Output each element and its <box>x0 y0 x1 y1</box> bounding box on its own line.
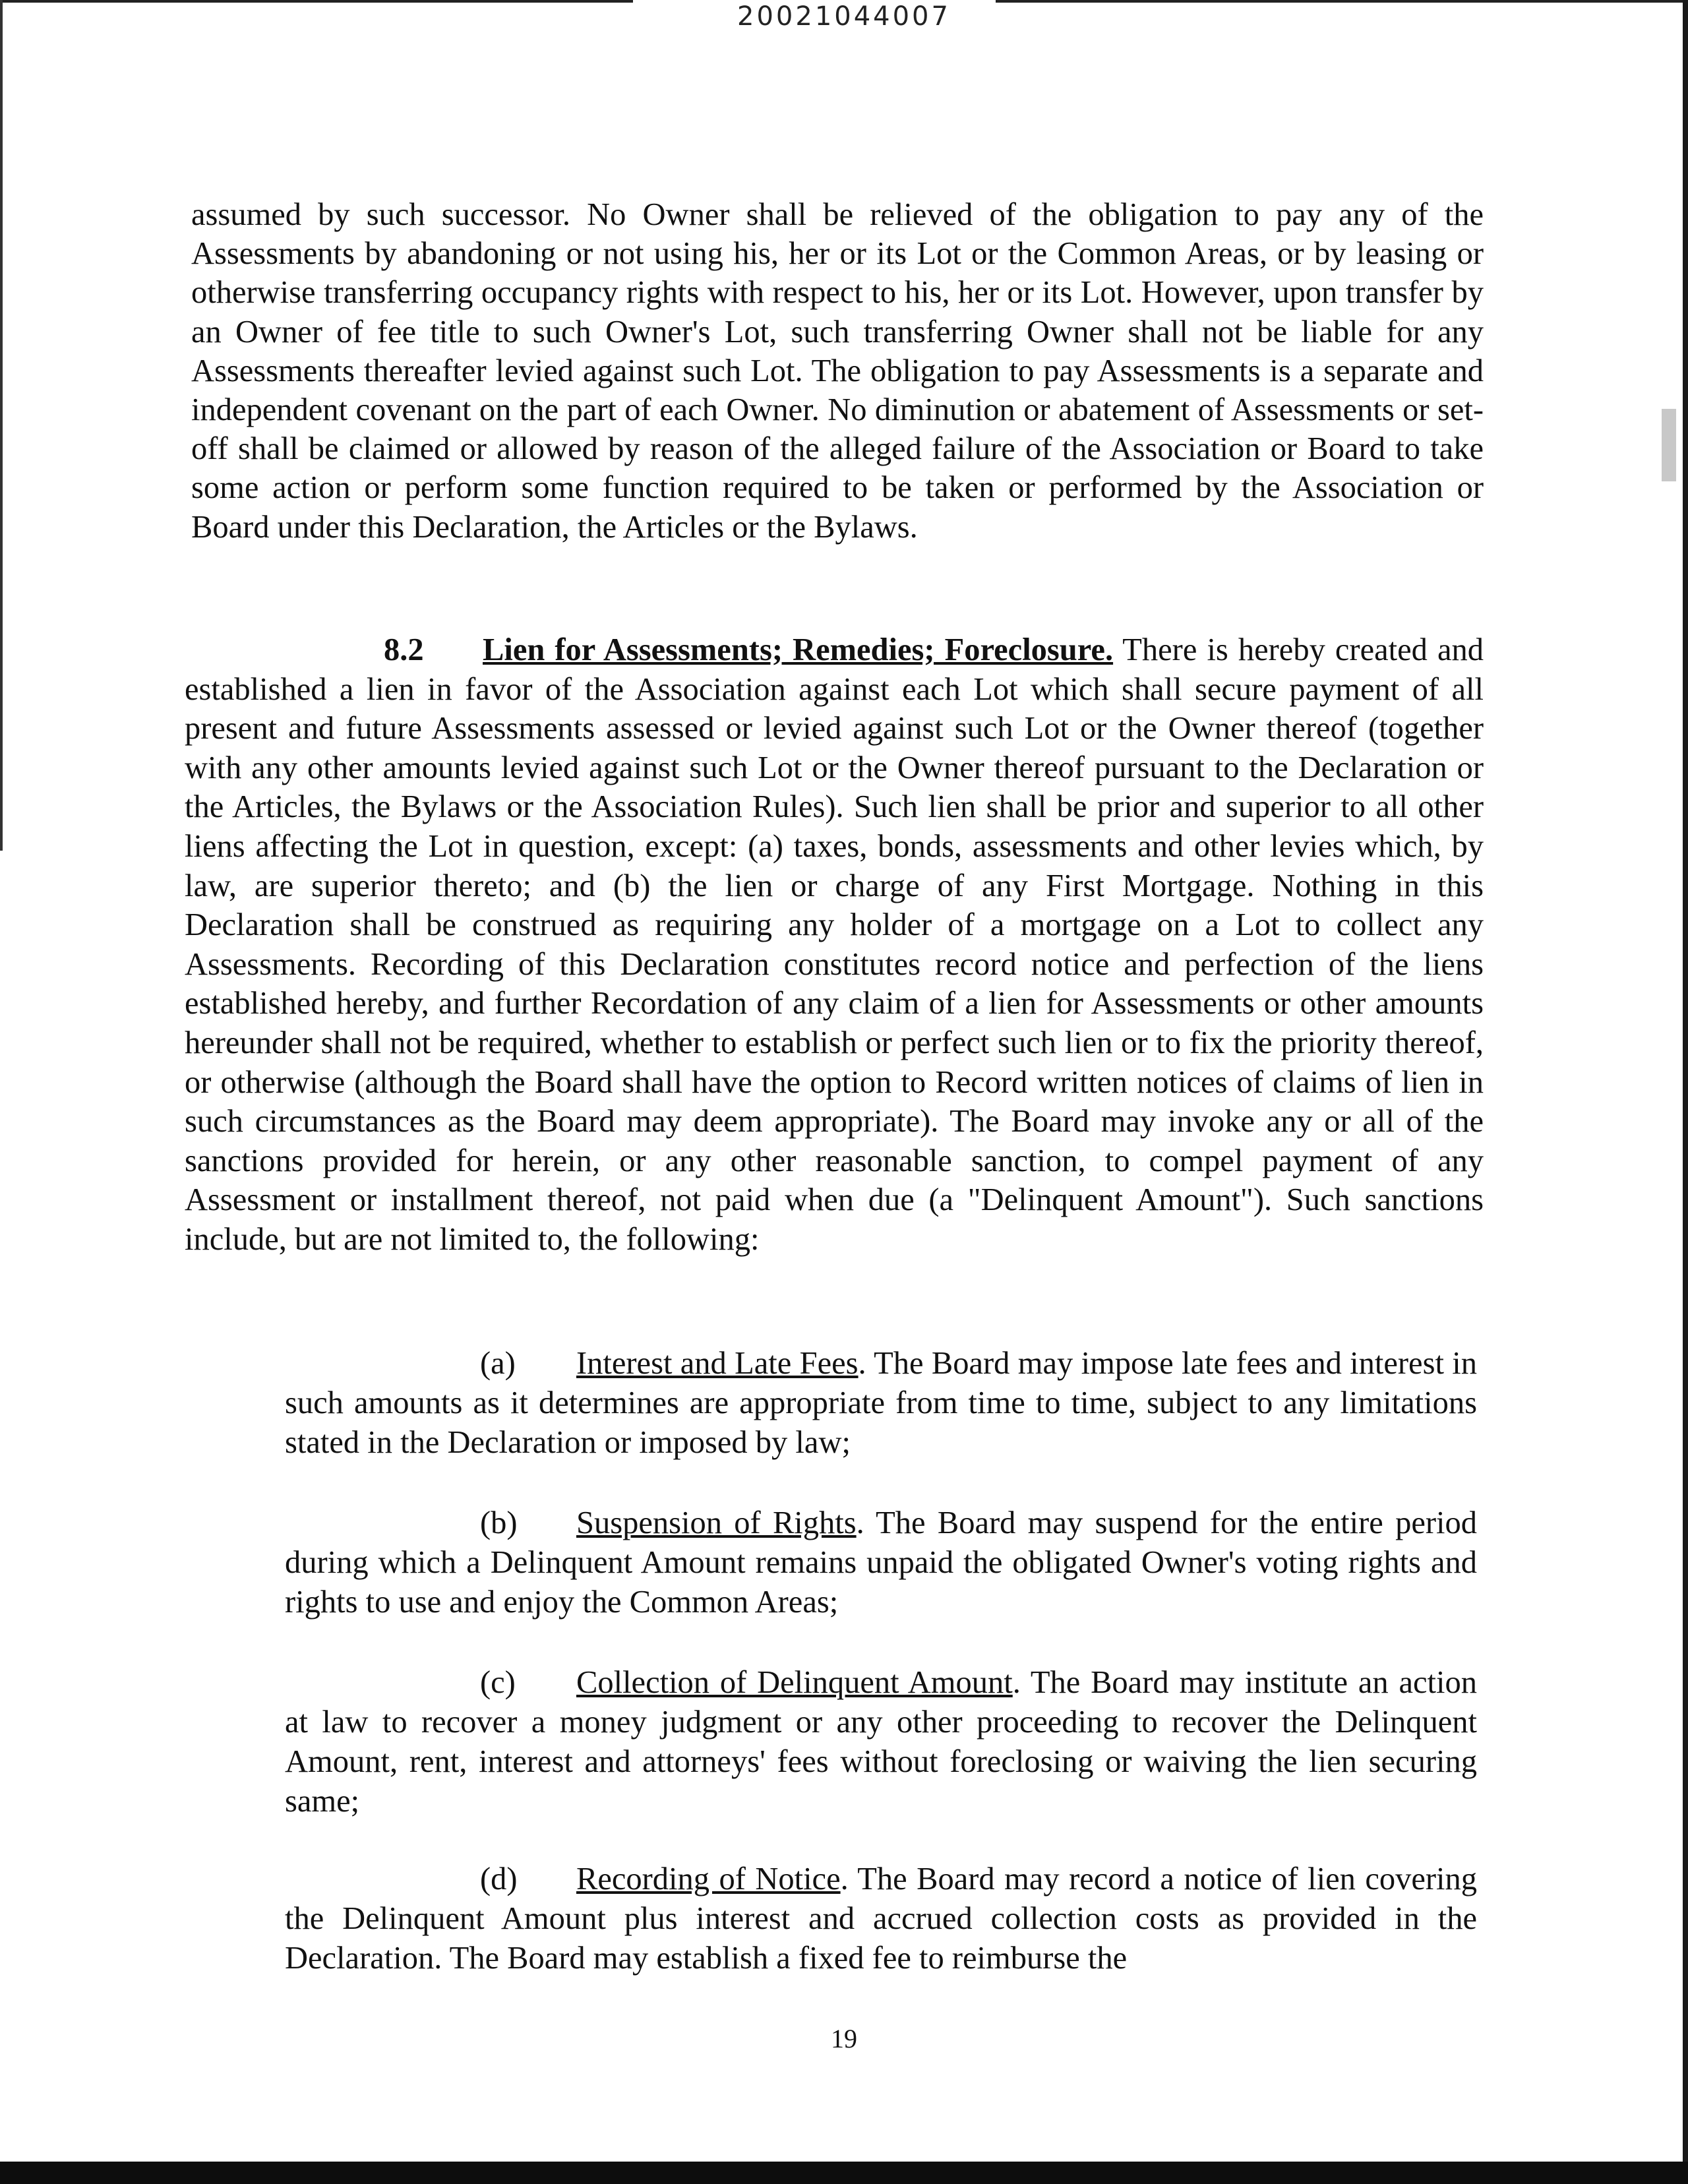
subsection-title: Suspension of Rights <box>576 1505 857 1540</box>
subsection-c <box>285 1663 1477 1821</box>
subsection-title: Recording of Notice <box>576 1862 841 1896</box>
subsection-a <box>285 1344 1477 1463</box>
subsection-text: . The Board may record a notice of lien covering the Delinquent Amount plus interest and accrued collection costs as provided in the Declaration. The Board may establish a fixed fee to reimburse the <box>285 1862 1477 1976</box>
subsection-text: . The Board may impose late fees and interest in such amounts as it determines are appropriate from time to time, subject to any limitations stated in the Declaration or imposed by law; <box>285 1346 1477 1460</box>
scan-right-mark <box>1662 409 1676 481</box>
subsection-label: (a) <box>480 1346 516 1381</box>
subsection-title: Interest and Late Fees <box>576 1346 859 1381</box>
subsection-label: (c) <box>480 1665 516 1700</box>
subsection-label: (d) <box>480 1862 518 1896</box>
scan-bottom-bar <box>0 2162 1688 2184</box>
scan-left-edge <box>0 0 3 851</box>
subsection-d <box>285 1860 1477 1978</box>
subsection-title: Collection of Delinquent Amount <box>576 1665 1013 1700</box>
document-number: 20021044007 <box>737 1 951 32</box>
scan-right-edge <box>1683 0 1688 2184</box>
intro-paragraph: assumed by such successor. No Owner shall be relieved of the obligation to pay any of the Assessments by abandoning or not using his, her or its Lot or the Common Areas, or by leasing or otherwise transferring occupancy rights with respect to his, her or its Lot. However, upon transfer by an Owner of fee title to such Owner's Lot, such transferring Owner shall not be liable for any Assessments thereafter levied against such Lot. The obligation to pay Assessments is a separate and independent covenant on the part of each Owner. No diminution or abatement of Assessments or set-off shall be claimed or allowed by reason of the alleged failure of the Association or Board to take some action or perform some function required to be taken or performed by the Association or Board under this Declaration, the Articles or the Bylaws. <box>191 197 1484 545</box>
subsection-text: . The Board may institute an action at law to recover a money judgment or any other proceeding to recover the Delinquent Amount, rent, interest and attorneys' fees without foreclosing or waiving the lien securing same; <box>285 1665 1477 1819</box>
subsection-b <box>285 1503 1477 1622</box>
page-number: 19 <box>831 2024 857 2053</box>
section-8-2-paragraph <box>185 630 1484 1259</box>
section-text: There is hereby created and established a lien in favor of the Association against each Lot which shall secure payment of all present and future Assessments assessed or levied against such Lot or the Owner thereof (together with any other amounts levied against such Lot or the Owner thereof pursuant to the Declaration or the Articles, the Bylaws or the Association Rules). Such lien shall be prior and superior to all other liens affecting the Lot in question, except: (a) taxes, bonds, assessments and other levies which, by law, are superior thereto; and (b) the lien or charge of any First Mortgage. Nothing in this Declaration shall be construed as requiring any holder of a mortgage on a Lot to collect any Assessments. Recording of this Declaration constitutes record notice and perfection of the liens established hereby, and further Recordation of any claim of a lien for Assessments or other amounts hereunder shall not be required, whether to establish or perfect such lien or to fix the priority thereof, or otherwise (although the Board shall have the option to Record written notices of claims of lien in such circumstances as the Board may deem appropriate). The Board may invoke any or all of the sanctions provided for herein, or any other reasonable sanction, to compel payment of any Assessment or installment thereof, not paid when due (a "Delinquent Amount"). Such sanctions include, but are not limited to, the following: <box>185 632 1484 1257</box>
section-number: 8.2 <box>384 632 424 667</box>
section-title: Lien for Assessments; Remedies; Foreclosure. <box>483 632 1114 667</box>
subsection-text: . The Board may suspend for the entire period during which a Delinquent Amount remains unpaid the obligated Owner's voting rights and rights to use and enjoy the Common Areas; <box>285 1505 1477 1620</box>
subsection-label: (b) <box>480 1505 518 1540</box>
